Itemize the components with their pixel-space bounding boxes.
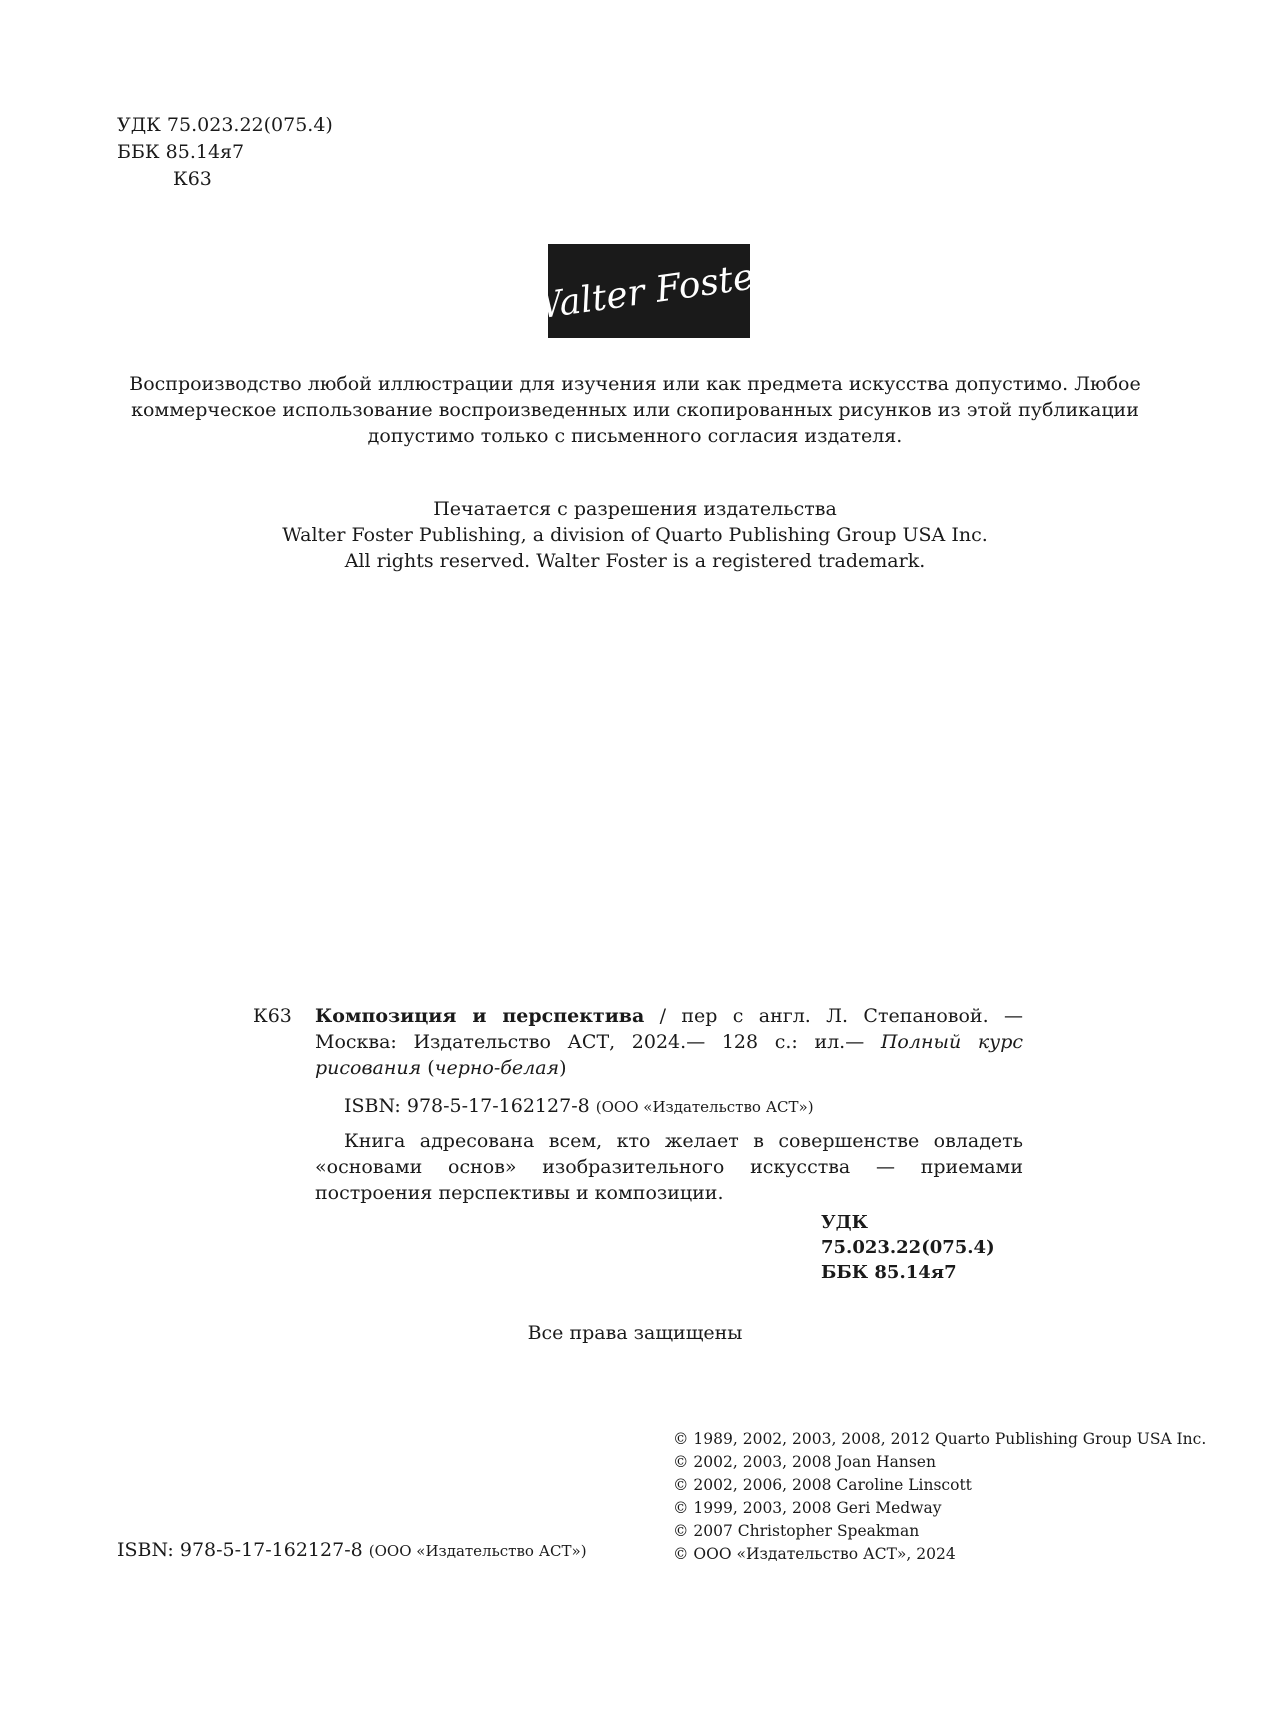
permission-line: Walter Foster Publishing, a division of Quarto Publishing Group USA Inc.	[282, 524, 988, 546]
classification-block	[117, 112, 333, 193]
bottom-isbn	[117, 1539, 587, 1561]
permission-line: All rights reserved. Walter Foster is a registered trademark.	[344, 550, 926, 572]
isbn-number: ISBN: 978-5-17-162127-8	[344, 1095, 590, 1117]
reproduction-line: допустимо только с письменного согласия издателя.	[367, 425, 903, 447]
copyright-line: © ООО «Издательство АСТ», 2024	[673, 1545, 956, 1563]
bottom-isbn-publisher: (ООО «Издательство АСТ»)	[368, 1542, 587, 1560]
copyright-line: © 2007 Christopher Speakman	[673, 1522, 920, 1540]
author-mark: К63	[173, 168, 212, 190]
reproduction-notice	[100, 371, 1170, 449]
copyright-line: © 2002, 2006, 2008 Caroline Linscott	[673, 1476, 972, 1494]
series-name: Полный курс рисования	[315, 1031, 1023, 1079]
isbn-publisher: (ООО «Издательство АСТ»)	[595, 1098, 814, 1116]
copyright-line: © 1989, 2002, 2003, 2008, 2012 Quarto Publishing Group USA Inc.	[673, 1430, 1207, 1448]
bibliographic-card	[253, 1003, 1023, 1285]
walter-foster-logo-script	[523, 251, 774, 331]
card-bbk: ББК 85.14я7	[821, 1262, 957, 1283]
rights-reserved: Все права защищены	[527, 1322, 743, 1344]
reproduction-line: Воспроизводство любой иллюстрации для изучения или как предмета искусства допустимо. Любое	[129, 373, 1141, 395]
walter-foster-logo	[523, 244, 774, 338]
copyright-line: © 2002, 2003, 2008 Joan Hansen	[673, 1453, 936, 1471]
copyright-line: © 1999, 2003, 2008 Geri Medway	[673, 1499, 942, 1517]
reproduction-line: коммерческое использование воспроизведенных или скопированных рисунков из этой публикации	[131, 399, 1139, 421]
card-code: К63	[253, 1005, 292, 1027]
annotation: Книга адресована всем, кто желает в совершенстве овладеть «основами основ» изобразительного искусства — приемами построения перспективы и композиции.	[315, 1130, 1023, 1204]
udk-code: УДК 75.023.22(075.4)	[117, 114, 333, 136]
copyright-list	[673, 1428, 1206, 1566]
permission-line: Печатается с разрешения издательства	[433, 498, 837, 520]
bbk-code: ББК 85.14я7	[117, 141, 245, 163]
bottom-isbn-number: ISBN: 978-5-17-162127-8	[117, 1539, 363, 1561]
card-isbn	[344, 1093, 1023, 1120]
logo-text: Walter Foster	[523, 254, 774, 330]
permission-notice	[100, 496, 1170, 574]
publication-info: / пер с англ. Л. Степановой. — Москва: Издательство АСТ, 2024.— 128 с.: ил.—	[315, 1005, 1023, 1053]
book-title: Композиция и перспектива	[315, 1005, 645, 1027]
series-note: черно-белая	[434, 1057, 560, 1079]
card-udk: УДК 75.023.22(075.4)	[821, 1212, 995, 1258]
card-description: Композиция и перспектива / пер с англ. Л. Степановой. — Москва: Издательство АСТ, 2024.— 128 с.: ил.— Полный курс рисования (черно-белая)	[315, 1005, 1023, 1079]
